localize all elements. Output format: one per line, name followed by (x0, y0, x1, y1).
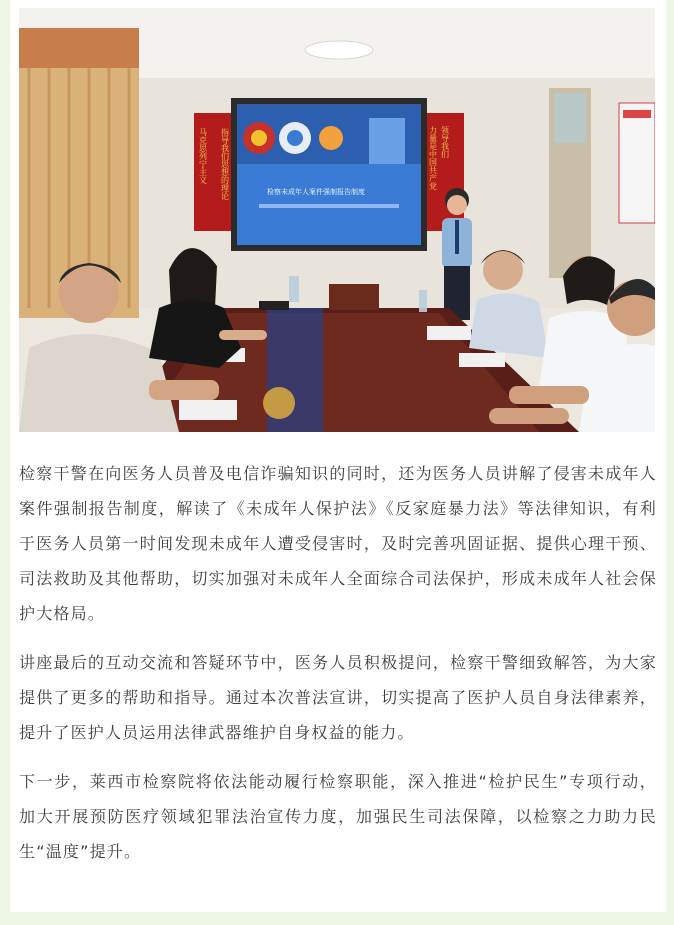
paragraph-2: 讲座最后的互动交流和答疑环节中，医务人员积极提问，检察干警细致解答，为大家提供了更多的帮助和指导。通过本次普法宣讲，切实提高了医护人员自身法律素养，提升了医护人员运用法律武器维护自身权益的能力。 (19, 653, 657, 742)
svg-text:检察未成年人案件强制报告制度: 检察未成年人案件强制报告制度 (267, 188, 365, 196)
svg-text:马克思列宁主义: 马克思列宁主义 (198, 128, 208, 184)
paragraph-3: 下一步，莱西市检察院将依法能动履行检察职能，深入推进“检护民生”专项行动，加大开展预防医疗领域犯罪法治宣传力度，加强民生司法保障，以检察之力助力民生“温度”提升。 (19, 772, 657, 861)
svg-text:领导我们: 领导我们 (440, 126, 450, 158)
article-body (19, 456, 657, 883)
meeting-photo (19, 8, 655, 432)
svg-text:指导我们思想的理论: 指导我们思想的理论 (220, 128, 230, 200)
paragraph-1: 检察干警在向医务人员普及电信诈骗知识的同时，还为医务人员讲解了侵害未成年人案件强制报告制度，解读了《未成年人保护法》《反家庭暴力法》等法律知识，有利于医务人员第一时间发现未成年人遭受侵害时，及时完善巩固证据、提供心理干预、司法救助及其他帮助，切实加强对未成年人全面综合司法保护，形成未成年人社会保护大格局。 (19, 464, 657, 623)
projection-screen (231, 98, 427, 251)
svg-text:力量是中国共产党: 力量是中国共产党 (428, 126, 438, 190)
article-card (10, 0, 666, 912)
